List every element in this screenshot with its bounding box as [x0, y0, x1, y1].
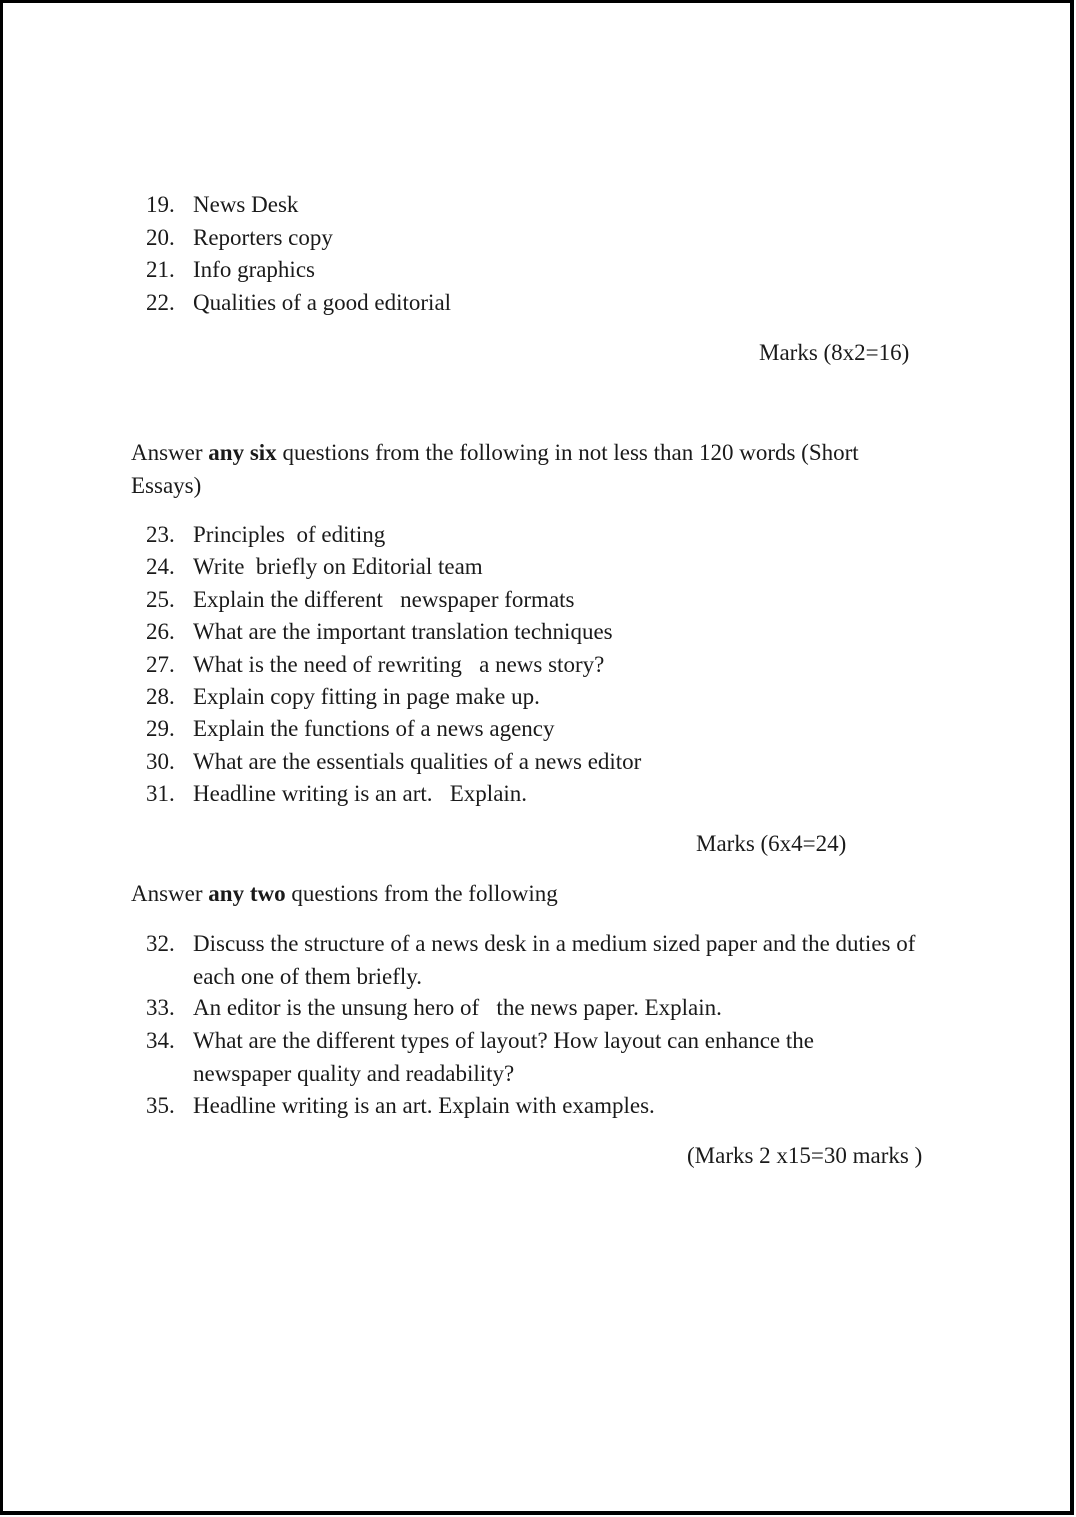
question-text: Qualities of a good editorial [193, 290, 452, 315]
question-text: What are the important translation techniques [193, 619, 613, 644]
question-number: 26. [146, 619, 175, 644]
question-text: Headline writing is an art. Explain with examples. [193, 1093, 655, 1118]
question-text: News Desk [193, 192, 299, 217]
question-text: What is the need of rewriting a news story? [193, 652, 605, 677]
question-26 [146, 616, 613, 649]
question-number: 31. [146, 781, 175, 806]
question-number: 35. [146, 1093, 175, 1118]
question-number: 28. [146, 684, 175, 709]
question-27 [146, 649, 604, 682]
question-number: 21. [146, 257, 175, 282]
question-number: 32. [146, 931, 175, 956]
question-24 [146, 551, 483, 584]
instruction-emphasis: any two [208, 881, 286, 906]
question-text: Info graphics [193, 257, 315, 282]
question-number: 33. [146, 995, 175, 1020]
instruction-prefix: Answer [131, 440, 203, 465]
question-21 [146, 254, 315, 287]
instruction-suffix: questions from the following [291, 881, 558, 906]
question-text: What are the different types of layout? How layout can enhance the newspaper quality and readability? [193, 1028, 814, 1086]
section-a-marks: Marks (8x2=16) [759, 340, 910, 365]
question-number: 29. [146, 716, 175, 741]
question-number: 25. [146, 587, 175, 612]
question-20 [146, 222, 333, 255]
question-22 [146, 287, 451, 320]
question-35 [146, 1090, 655, 1123]
question-number: 22. [146, 290, 175, 315]
instruction-emphasis: any six [208, 440, 277, 465]
section-c-marks: (Marks 2 x15=30 marks ) [687, 1143, 923, 1168]
section-c-instruction [131, 878, 921, 911]
question-31 [146, 778, 527, 811]
question-text: An editor is the unsung hero of the news paper. Explain. [193, 995, 722, 1020]
question-32 [146, 928, 953, 993]
question-34 [146, 1025, 873, 1090]
instruction-suffix: questions from the following in not less than 120 words (Short Essays) [131, 440, 859, 498]
instruction-prefix: Answer [131, 881, 203, 906]
question-number: 23. [146, 522, 175, 547]
question-number: 30. [146, 749, 175, 774]
question-33 [146, 992, 722, 1025]
question-number: 20. [146, 225, 175, 250]
question-text: Headline writing is an art. Explain. [193, 781, 528, 806]
question-text: Discuss the structure of a news desk in a medium sized paper and the duties of each one of them briefly. [193, 931, 916, 989]
question-number: 24. [146, 554, 175, 579]
question-28 [146, 681, 540, 714]
question-text: Explain the different newspaper formats [193, 587, 575, 612]
question-text: Reporters copy [193, 225, 333, 250]
section-b-marks: Marks (6x4=24) [696, 831, 847, 856]
question-19 [146, 189, 298, 222]
section-b-instruction [131, 437, 921, 502]
question-number: 27. [146, 652, 175, 677]
question-text: Write briefly on Editorial team [193, 554, 483, 579]
question-text: What are the essentials qualities of a news editor [193, 749, 642, 774]
question-text: Explain copy fitting in page make up. [193, 684, 540, 709]
question-30 [146, 746, 641, 779]
question-text: Explain the functions of a news agency [193, 716, 555, 741]
question-number: 34. [146, 1028, 175, 1053]
question-29 [146, 713, 555, 746]
question-23 [146, 519, 385, 552]
question-text: Principles of editing [193, 522, 386, 547]
question-25 [146, 584, 575, 617]
question-number: 19. [146, 192, 175, 217]
